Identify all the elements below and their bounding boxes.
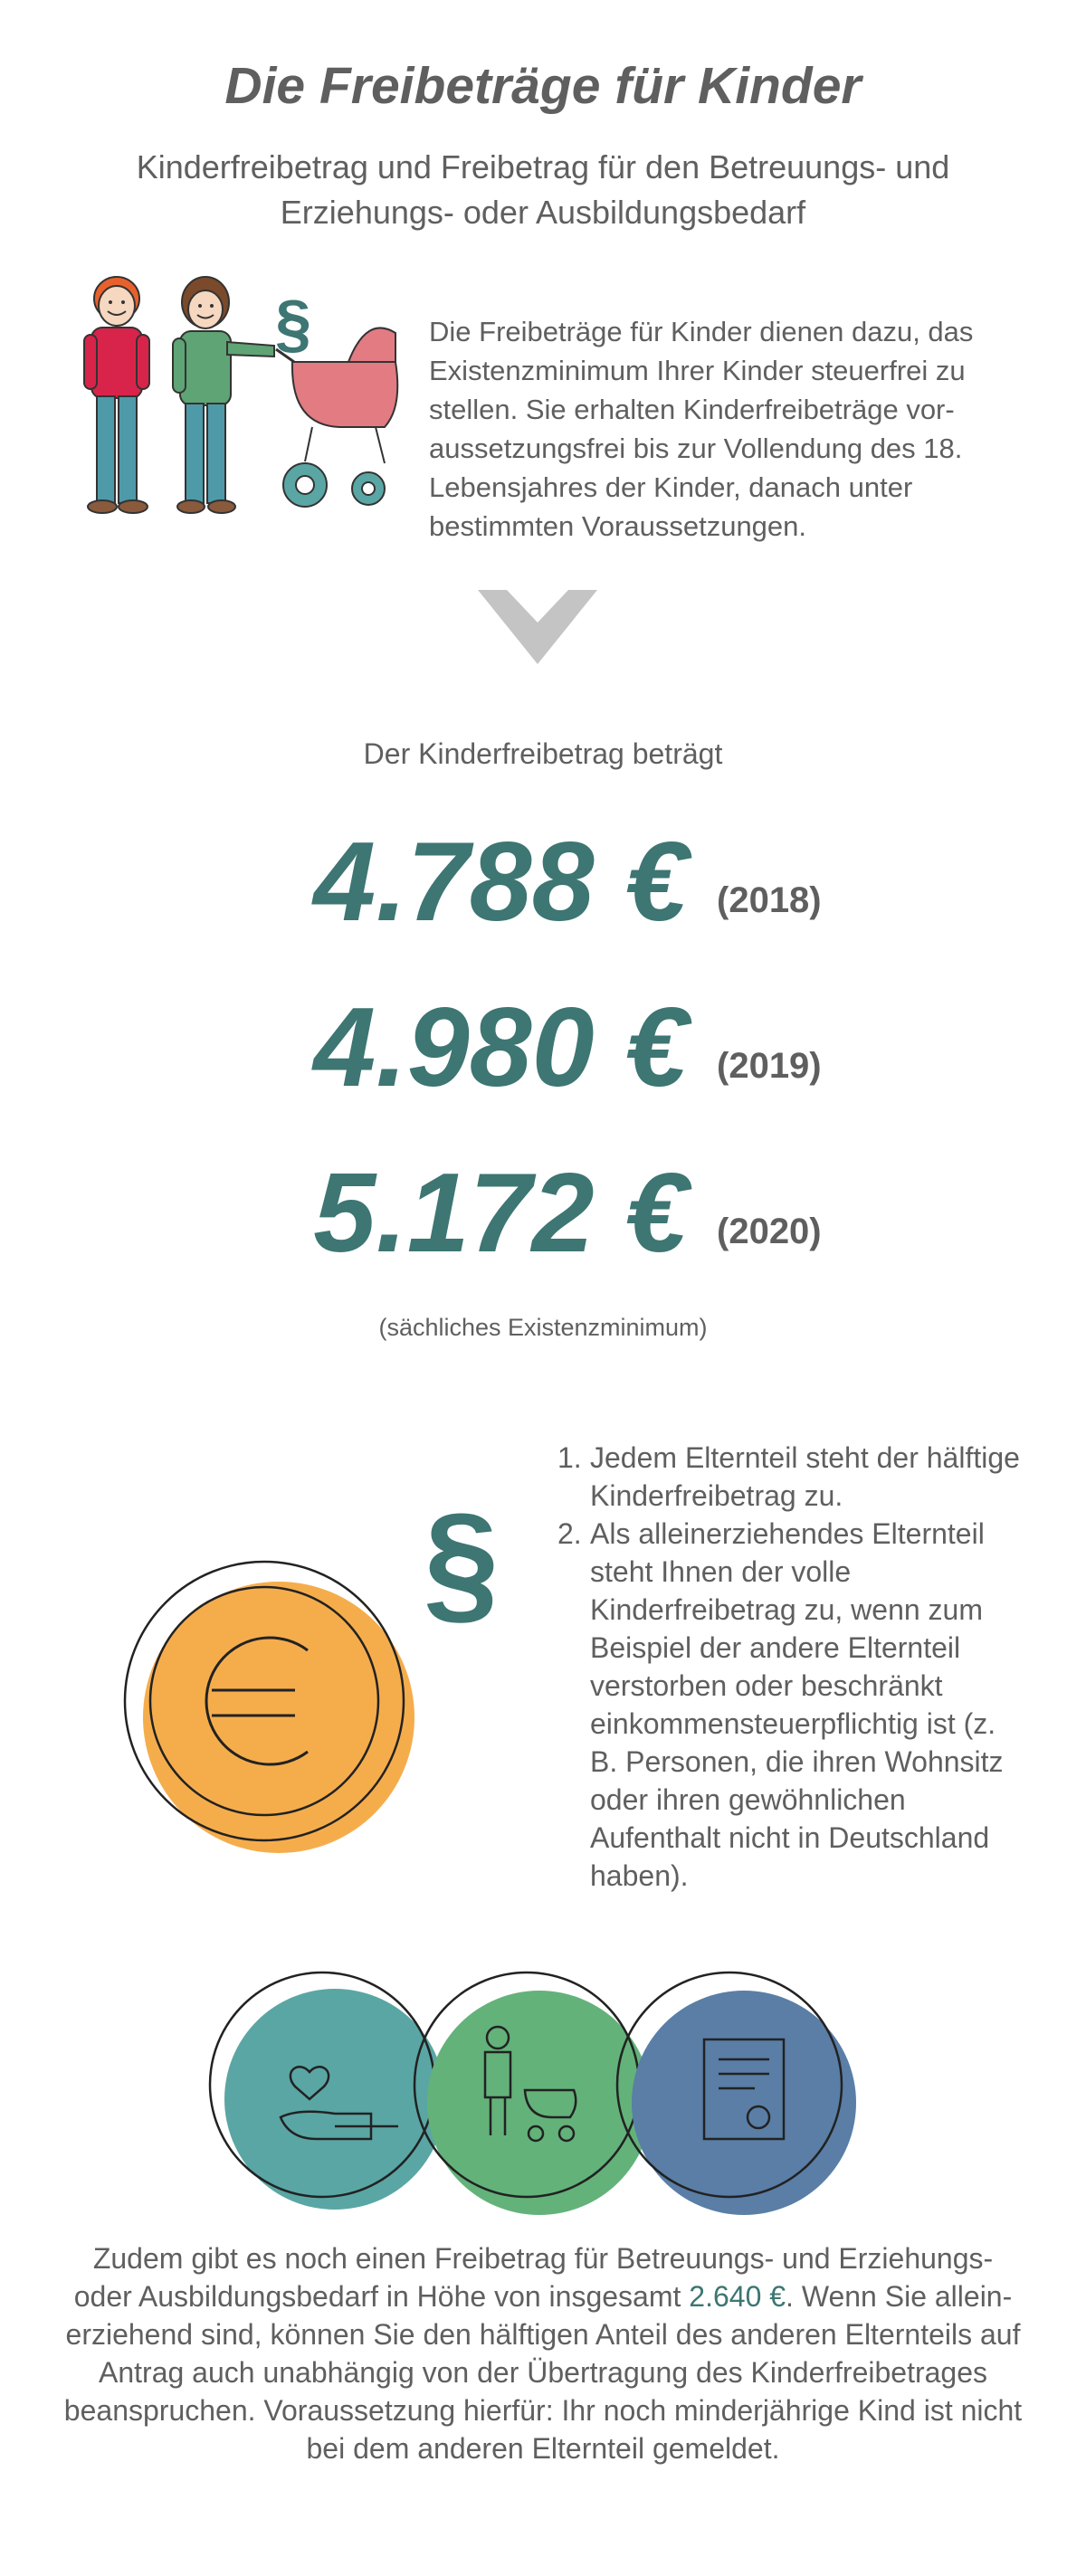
page-title: Die Freibeträge für Kinder bbox=[224, 57, 862, 115]
kinderfreibetrag-label: Der Kinderfreibetrag beträgt bbox=[363, 737, 723, 770]
summary-text-after: . Wenn Sie allein-erziehend sind, können Sie den hälftigen Anteil des anderen Elternteils auf Antrag auch unabhängig von der Übertragung des Kinderfreibetrages beanspruchen. Voraussetzung hierfür: Ihr noch minderjährige Kind ist nicht bei dem anderen Elternteil gemeldet. bbox=[63, 2280, 1023, 2465]
list-text: Als alleinerziehendes Elternteil steht Ihnen der volle Kinderfreibetrag zu, wenn zum Beispiel der andere Elternteil verstorben oder beschränkt einkommensteuerpflichtig ist (z. B. Personen, die ihren Wohnsitz oder ihren gewöhnlichen Aufenthalt nicht in Deutschland haben). bbox=[590, 1517, 1004, 1892]
amount-row-2019 bbox=[0, 984, 1086, 1111]
list-number: 2. bbox=[557, 1517, 582, 1550]
page-subtitle: Kinderfreibetrag und Freibetrag für den Betreuungs- und Erziehungs- oder Ausbildungsbedarf bbox=[136, 148, 950, 231]
family-illustration bbox=[77, 271, 421, 525]
amount-year: (2020) bbox=[717, 1212, 822, 1251]
rules-paragraph-icon: § bbox=[424, 1485, 500, 1637]
list-number: 1. bbox=[557, 1441, 582, 1474]
certificate-icon bbox=[617, 1972, 856, 2215]
list-text: Jedem Elternteil steht der hälftige Kinderfreibetrag zu. bbox=[590, 1441, 1020, 1512]
summary-text-before: Zudem gibt es noch einen Freibetrag für Betreuungs- und Erziehungs- oder Ausbildungsbedarf in Höhe von insgesamt bbox=[73, 2242, 994, 2313]
mother-icon bbox=[173, 277, 274, 513]
amount-value: 4.788 € bbox=[313, 820, 688, 945]
family-stroller-icon bbox=[414, 1972, 652, 2215]
chevron-down-icon bbox=[474, 586, 601, 666]
existenzminimum-note: (sächliches Existenzminimum) bbox=[378, 1314, 708, 1341]
circles-illustration bbox=[208, 1972, 878, 2226]
amount-row-2020 bbox=[0, 1150, 1086, 1277]
list-item bbox=[557, 1439, 1028, 1515]
list-item bbox=[557, 1515, 1028, 1895]
euro-coin-icon bbox=[118, 1556, 425, 1864]
father-icon bbox=[84, 277, 149, 513]
intro-text: Die Freibeträge für Kinder dienen dazu, das Existenzminimum Ihrer Kinder steuerfrei zu stellen. Sie erhalten Kinderfreibeträge vor-aussetzungsfrei bis zur Vollendung des 18. Lebensjahres der Kinder, danach unter bestimmten Voraussetzungen. bbox=[429, 316, 974, 542]
summary-text bbox=[63, 2239, 1023, 2467]
amount-year: (2019) bbox=[717, 1046, 822, 1086]
care-hand-icon bbox=[210, 1972, 445, 2210]
amount-value: 5.172 € bbox=[313, 1151, 688, 1276]
summary-highlight-amount: 2.640 € bbox=[689, 2280, 786, 2313]
paragraph-icon: § bbox=[275, 288, 312, 360]
rules-list bbox=[557, 1439, 1028, 1895]
amount-value: 4.980 € bbox=[313, 985, 688, 1110]
amount-row-2018 bbox=[0, 819, 1086, 946]
amount-year: (2018) bbox=[717, 880, 822, 920]
